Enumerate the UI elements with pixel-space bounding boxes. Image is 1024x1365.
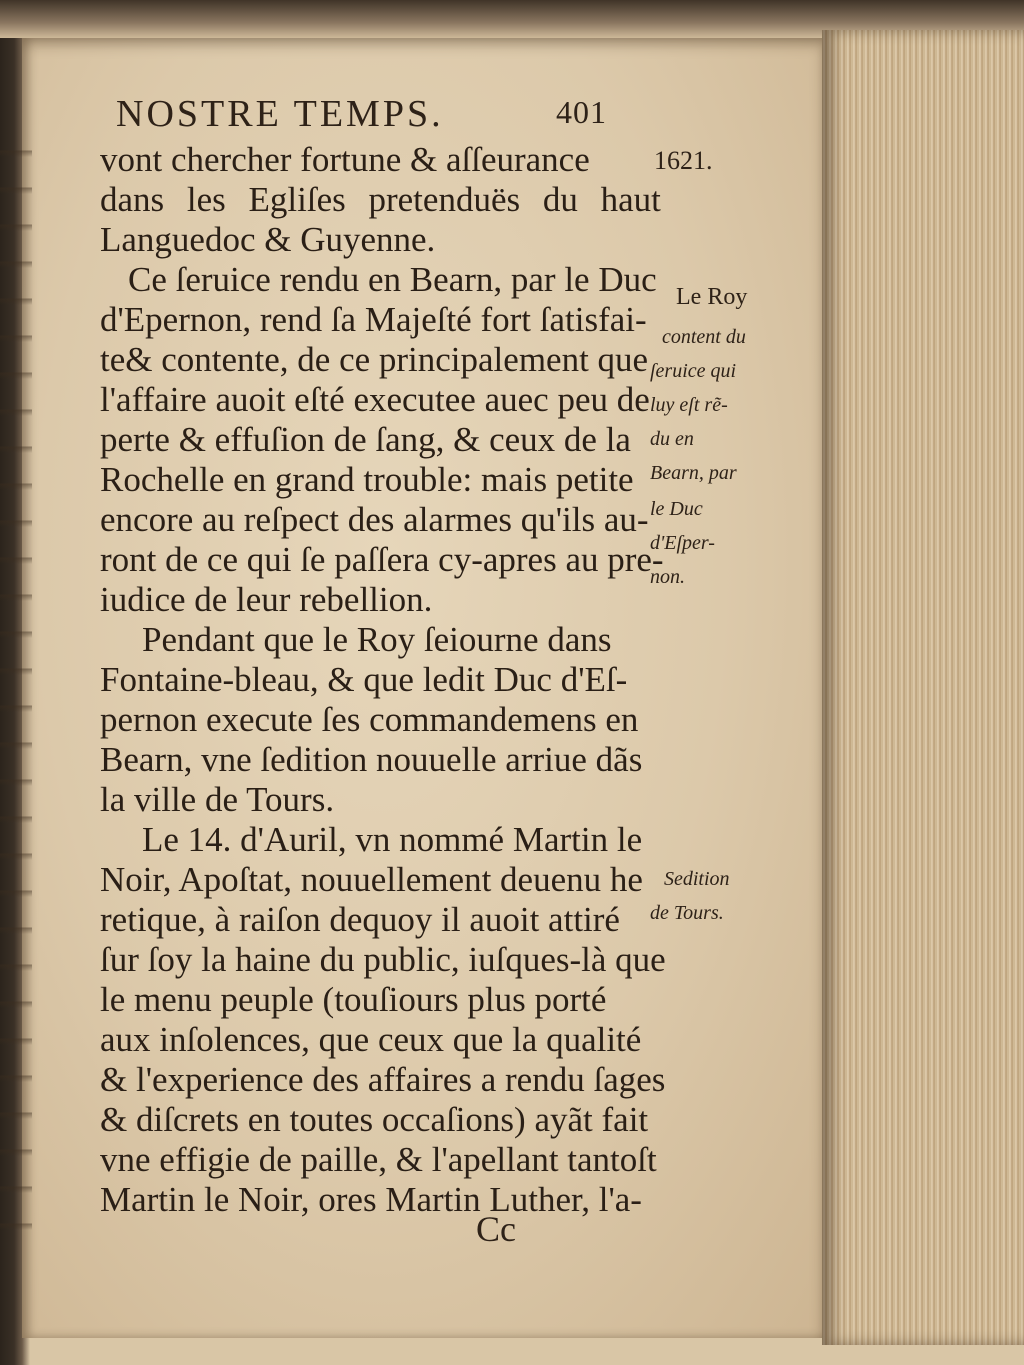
text-line: Le 14. d'Auril, vn nommé Martin le [142, 820, 643, 859]
text-line: Martin le Noir, ores Martin Luther, l'a- [100, 1180, 642, 1219]
margin-note-line: Le Roy [676, 284, 748, 310]
text-line: dans les Egliſes pretenduës du haut [100, 180, 661, 219]
margin-note-line: content du [662, 326, 746, 348]
running-head [116, 92, 656, 142]
margin-note-line: Bearn, par [650, 462, 737, 484]
margin-note-line: du en [650, 428, 694, 450]
text-line: Bearn, vne ſedition nouuelle arriue dãs [100, 740, 643, 779]
running-head-title: NOSTRE TEMPS. [116, 93, 444, 135]
text-line: Pendant que le Roy ſeiourne dans [142, 620, 612, 659]
year-margin: 1621. [654, 146, 713, 175]
text-line: Ce ſeruice rendu en Bearn, par le Duc [128, 260, 657, 299]
margin-note-line: d'Eſper- [650, 532, 715, 554]
text-line: ſur ſoy la haine du public, iuſques-là que [100, 940, 666, 979]
text-line: & l'experience des affaires a rendu ſages [100, 1060, 666, 1099]
text-line: le menu peuple (touſiours plus porté [100, 980, 607, 1019]
text-line: Noir, Apoſtat, nouuellement deuenu he [100, 860, 643, 899]
text-line: & diſcrets en toutes occaſions) ayãt fait [100, 1100, 649, 1139]
text-line: l'affaire auoit eſté executee auec peu de [100, 380, 650, 419]
text-line: te& contente, de ce principalement que [100, 340, 649, 379]
text-line: la ville de Tours. [100, 780, 335, 819]
margin-note-line: Sedition [664, 868, 730, 890]
text-line: perte & effuſion de ſang, & ceux de la [100, 420, 631, 459]
page-edges [822, 30, 1024, 1345]
text-line: Fontaine-bleau, & que ledit Duc d'Eſ- [100, 660, 628, 699]
gutter-shadow [0, 120, 32, 1240]
margin-note-line: le Duc [650, 498, 703, 520]
text-line: pernon execute ſes commandemens en [100, 700, 639, 739]
text-line: retique, à raiſon dequoy il auoit attiré [100, 900, 620, 939]
text-line: Rochelle en grand trouble: mais petite [100, 460, 634, 499]
text-line: ront de ce qui ſe paſſera cy-apres au pre- [100, 540, 664, 579]
margin-note-line: non. [650, 566, 685, 588]
margin-note-line: ſeruice qui [650, 360, 737, 382]
text-line: iudice de leur rebellion. [100, 580, 433, 619]
text-line: vne effigie de paille, & l'apellant tantoſt [100, 1140, 657, 1179]
signature-mark: Cc [476, 1209, 516, 1249]
page-number: 401 [556, 94, 607, 130]
margin-note-line: luy eſt rẽ- [650, 394, 728, 416]
margin-note-line: de Tours. [650, 902, 724, 924]
text-line: aux inſolences, que ceux que la qualité [100, 1020, 642, 1059]
text-line: d'Epernon, rend ſa Majeſté fort ſatisfai- [100, 300, 647, 339]
text-line: encore au reſpect des alarmes qu'ils au- [100, 500, 649, 539]
text-line: vont chercher fortune & aſſeurance [100, 140, 590, 179]
text-line: Languedoc & Guyenne. [100, 220, 436, 259]
